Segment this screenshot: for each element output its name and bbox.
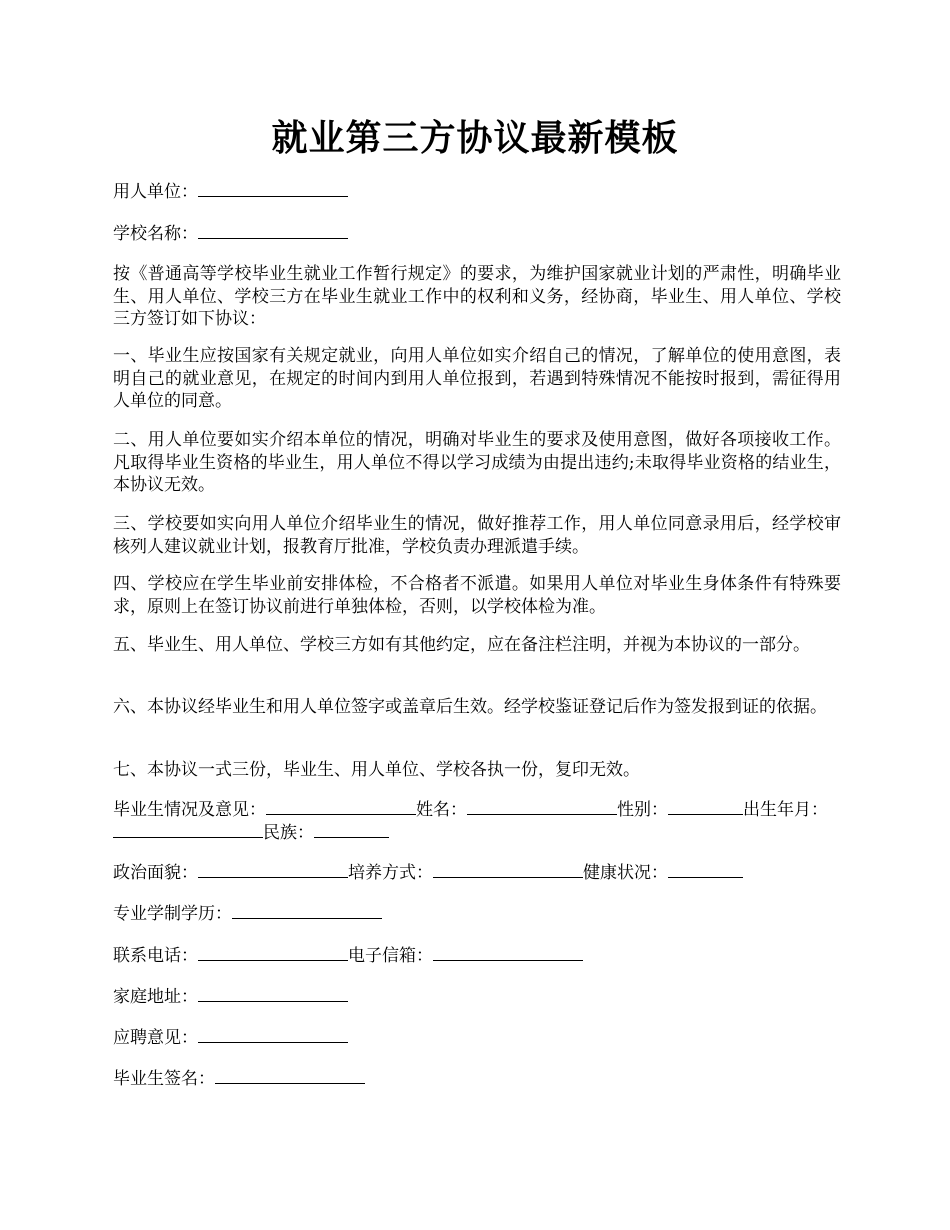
training-label: 培养方式： xyxy=(348,863,433,883)
school-label: 学校名称： xyxy=(113,224,198,244)
address-label: 家庭地址： xyxy=(113,987,198,1007)
political-blank xyxy=(198,863,348,878)
contact-field xyxy=(113,945,841,968)
student-info-line-1 xyxy=(113,799,853,844)
intro-paragraph: 按《普通高等学校毕业生就业工作暂行规定》的要求，为维护国家就业计划的严肃性，明确毕业生、用人单位、学校三方在毕业生就业工作中的权利和义务，经协商，毕业生、用人单位、学校三方签订如下协议： xyxy=(113,264,841,329)
clause-6: 六、本协议经毕业生和用人单位签字或盖章后生效。经学校鉴证登记后作为签发报到证的依据。 xyxy=(113,697,827,717)
ethnicity-blank xyxy=(314,823,389,838)
email-label: 电子信箱： xyxy=(348,946,433,966)
gender-label: 性别： xyxy=(617,800,668,820)
employer-label: 用人单位： xyxy=(113,182,198,202)
health-label: 健康状况： xyxy=(583,863,668,883)
signature-field xyxy=(113,1068,841,1091)
gender-blank xyxy=(668,800,743,815)
employer-blank xyxy=(198,182,348,197)
student-info-line-2 xyxy=(113,862,841,885)
birth-blank xyxy=(113,823,263,838)
training-blank xyxy=(433,863,583,878)
situation-label: 毕业生情况及意见： xyxy=(113,800,266,820)
clause-2: 二、用人单位要如实介绍本单位的情况，明确对毕业生的要求及使用意图，做好各项接收工作。凡取得毕业生资格的毕业生，用人单位不得以学习成绩为由提出违约;未取得毕业资格的结业生，本协议无效。 xyxy=(113,430,841,495)
school-field xyxy=(113,223,841,246)
opinion-blank xyxy=(198,1028,348,1043)
opinion-label: 应聘意见： xyxy=(113,1028,198,1048)
name-label: 姓名： xyxy=(416,800,467,820)
employer-field xyxy=(113,181,841,204)
major-blank xyxy=(232,904,382,919)
opinion-field xyxy=(113,1027,841,1050)
signature-label: 毕业生签名： xyxy=(113,1069,215,1089)
phone-blank xyxy=(198,946,348,961)
document-title: 就业第三方协议最新模板 xyxy=(271,117,679,159)
health-blank xyxy=(668,863,743,878)
signature-blank xyxy=(215,1069,365,1084)
birth-label: 出生年月： xyxy=(743,800,828,820)
major-field xyxy=(113,903,841,926)
major-label: 专业学制学历： xyxy=(113,904,232,924)
address-blank xyxy=(198,987,348,1002)
clause-5: 五、毕业生、用人单位、学校三方如有其他约定，应在备注栏注明，并视为本协议的一部分。 xyxy=(113,635,810,655)
email-blank xyxy=(433,946,583,961)
clause-3: 三、学校要如实向用人单位介绍毕业生的情况，做好推荐工作，用人单位同意录用后，经学校审核列人建议就业计划，报教育厅批准，学校负责办理派遣手续。 xyxy=(113,514,841,557)
ethnicity-label: 民族： xyxy=(263,822,314,843)
clause-7: 七、本协议一式三份，毕业生、用人单位、学校各执一份，复印无效。 xyxy=(113,760,640,780)
phone-label: 联系电话： xyxy=(113,946,198,966)
clause-1: 一、毕业生应按国家有关规定就业，向用人单位如实介绍自己的情况，了解单位的使用意图，表明自己的就业意见，在规定的时间内到用人单位报到，若遇到特殊情况不能按时报到，需征得用人单位的同意。 xyxy=(113,346,841,411)
address-field xyxy=(113,986,841,1009)
political-label: 政治面貌： xyxy=(113,863,198,883)
name-blank xyxy=(467,800,617,815)
school-blank xyxy=(198,224,348,239)
clause-4: 四、学校应在学生毕业前安排体检，不合格者不派遣。如果用人单位对毕业生身体条件有特殊要求，原则上在签订协议前进行单独体检，否则，以学校体检为准。 xyxy=(113,574,841,617)
situation-blank xyxy=(266,800,416,815)
